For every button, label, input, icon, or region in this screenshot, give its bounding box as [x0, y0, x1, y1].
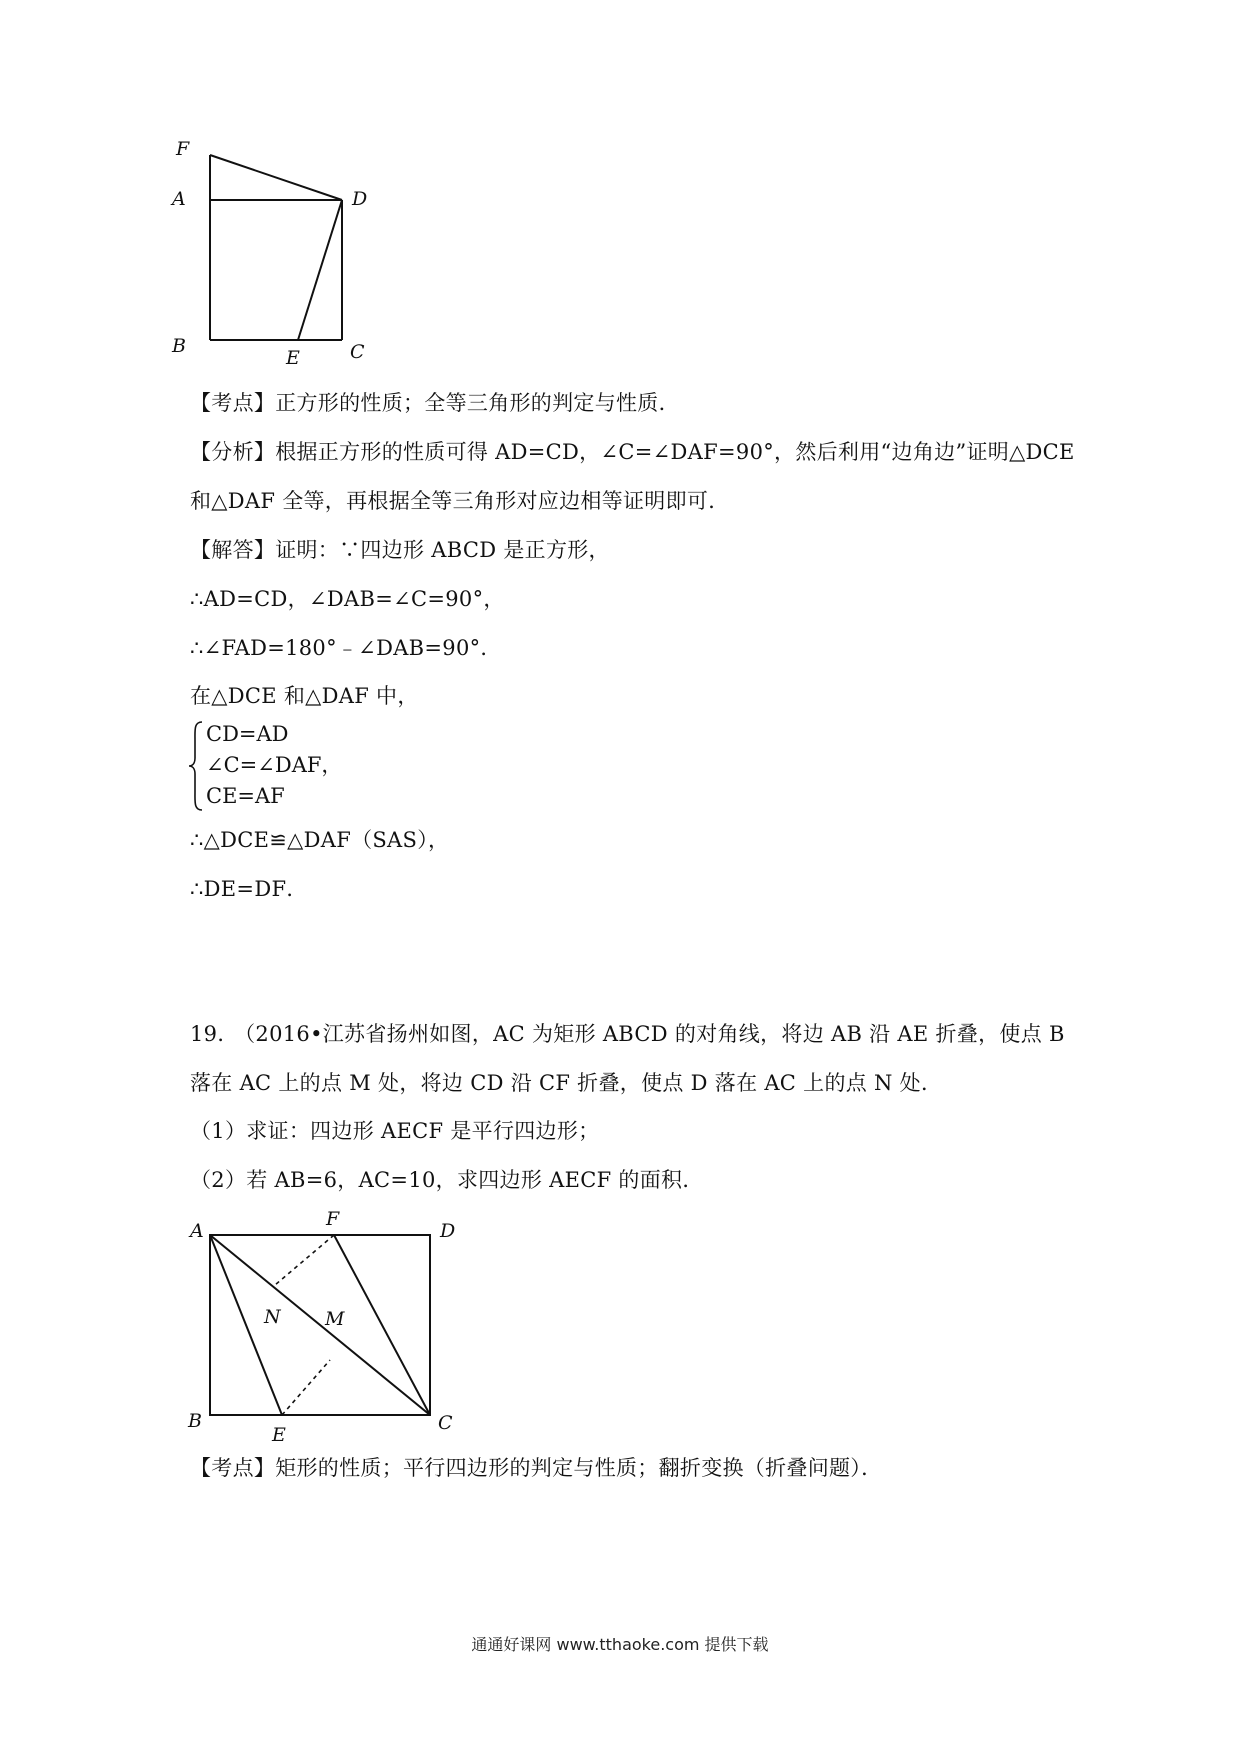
dashed-FN: [275, 1235, 334, 1285]
label-D: D: [440, 1220, 456, 1242]
kaodian-text: 正方形的性质；全等三角形的判定与性质．: [275, 391, 680, 415]
problem-19-text-1: （2016•江苏省扬州如图，AC 为矩形 ABCD 的对角线，将边 AB 沿 AE 折叠，使点 B: [244, 1022, 1065, 1046]
label-M: M: [325, 1308, 345, 1330]
label-E: E: [286, 347, 300, 369]
square-figure-svg: [170, 130, 390, 380]
label-B: B: [172, 335, 186, 357]
segment-FD: [210, 155, 342, 200]
label-A: A: [190, 1220, 204, 1242]
label-D: D: [352, 188, 368, 210]
label-N: N: [264, 1306, 281, 1328]
footer-credit: 通通好课网 www.tthaoke.com 提供下载: [471, 1635, 769, 1654]
question-2: （2）若 AB=6，AC=10，求四边形 AECF 的面积．: [190, 1168, 704, 1192]
proof-step-2: ∴∠FAD=180°﹣∠DAB=90°．: [190, 636, 502, 660]
fenxi-text-1: 根据正方形的性质可得 AD=CD，∠C=∠DAF=90°，然后利用“边角边”证明△DCE: [275, 440, 1075, 464]
fenxi-tag: 【分析】: [190, 440, 276, 464]
label-E: E: [272, 1424, 286, 1446]
problem-19-line-2: 落在 AC 上的点 M 处，将边 CD 沿 CF 折叠，使点 D 落在 AC 上的点 N 处．: [190, 1071, 943, 1095]
proof-step-1: ∴AD=CD，∠DAB=∠C=90°，: [190, 587, 505, 611]
label-A: A: [172, 188, 186, 210]
question-1: （1）求证：四边形 AECF 是平行四边形；: [190, 1119, 600, 1143]
left-brace: [188, 720, 204, 812]
jieda-tag: 【解答】: [190, 538, 276, 562]
label-C: C: [438, 1412, 453, 1434]
rectangle-figure: [170, 1205, 456, 1446]
kaodian-19-line: [190, 1454, 882, 1482]
proof-step-4: ∴△DCE≌△DAF（SAS），: [190, 828, 450, 852]
proof-step-5: ∴DE=DF．: [190, 877, 308, 901]
kaodian-line: [190, 389, 680, 417]
fenxi-line-1: [190, 438, 1075, 466]
system-row-2: ∠C=∠DAF，: [206, 753, 343, 777]
label-F: F: [176, 138, 190, 160]
rectangle-figure-svg: [170, 1205, 456, 1446]
label-F: F: [326, 1208, 340, 1230]
system-row-1: CD=AD: [206, 722, 289, 746]
segment-DE: [298, 200, 342, 340]
dashed-EM: [282, 1360, 330, 1415]
diagonal-AC: [210, 1235, 430, 1415]
equation-system: [188, 720, 388, 812]
kaodian-19-tag: 【考点】: [190, 1456, 276, 1480]
label-B: B: [188, 1410, 202, 1432]
kaodian-19-text: 矩形的性质；平行四边形的判定与性质；翻折变换（折叠问题）．: [275, 1456, 883, 1480]
jieda-line: [190, 536, 610, 564]
segment-FC: [334, 1235, 430, 1415]
fenxi-line-2: 和△DAF 全等，再根据全等三角形对应边相等证明即可．: [190, 489, 730, 513]
system-row-3: CE=AF: [206, 784, 285, 808]
kaodian-tag: 【考点】: [190, 391, 276, 415]
square-figure: [170, 130, 390, 384]
label-C: C: [350, 341, 365, 363]
problem-19-line-1: [190, 1020, 1065, 1048]
proof-step-3: 在△DCE 和△DAF 中，: [190, 684, 419, 708]
jieda-text: 证明：∵四边形 ABCD 是正方形，: [275, 538, 610, 562]
problem-number: 19．: [190, 1022, 239, 1046]
